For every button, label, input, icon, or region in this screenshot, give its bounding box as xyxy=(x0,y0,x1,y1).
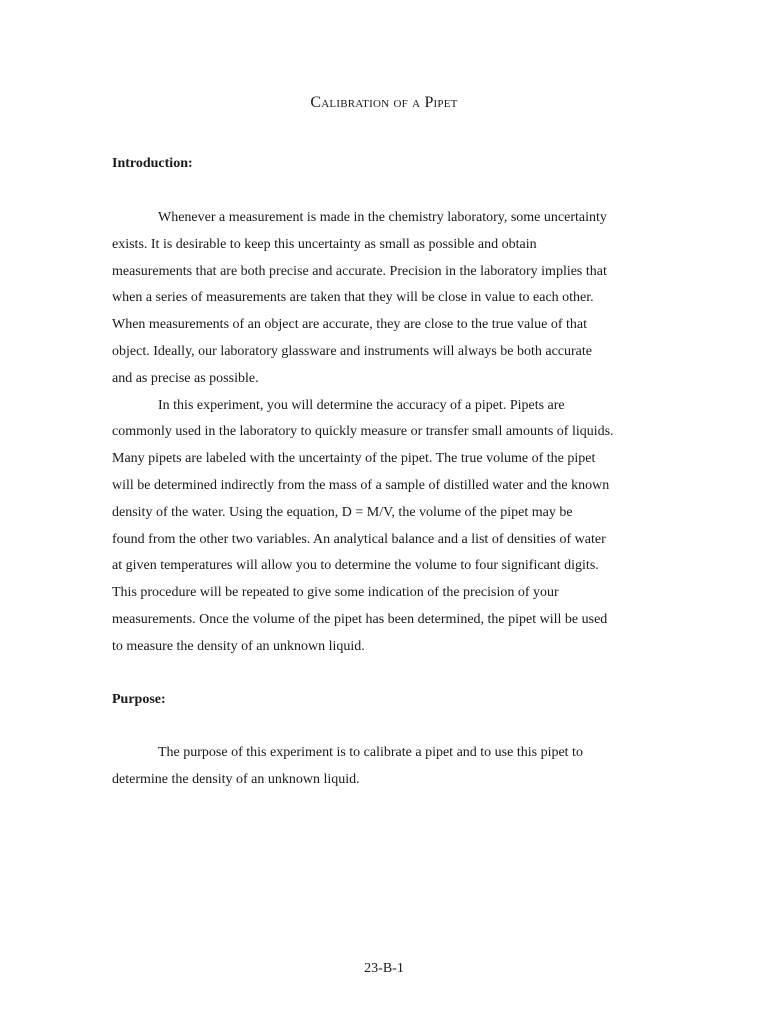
intro-line-6: object. Ideally, our laboratory glassware and instruments will always be both accurate xyxy=(112,343,592,359)
intro-line-7: and as precise as possible. xyxy=(112,370,259,386)
intro-line-8: In this experiment, you will determine the accuracy of a pipet. Pipets are xyxy=(158,397,565,413)
intro-line-16: measurements. Once the volume of the pipet has been determined, the pipet will be used xyxy=(112,611,608,627)
introduction-body xyxy=(112,205,657,661)
intro-line-11: will be determined indirectly from the mass of a sample of distilled water and the known xyxy=(112,477,610,493)
purpose-heading: Purpose: xyxy=(112,692,166,707)
introduction-heading: Introduction: xyxy=(112,156,193,171)
intro-line-14: at given temperatures will allow you to determine the volume to four significant digits. xyxy=(112,558,599,574)
page-number: 23-B-1 xyxy=(364,961,404,976)
purpose-line-1: The purpose of this experiment is to calibrate a pipet and to use this pipet to xyxy=(158,745,583,760)
intro-line-15: This procedure will be repeated to give some indication of the precision of your xyxy=(112,585,559,601)
intro-line-13: found from the other two variables. An analytical balance and a list of densities of water xyxy=(112,531,606,547)
intro-line-17: to measure the density of an unknown liquid. xyxy=(112,638,365,654)
intro-line-12: density of the water. Using the equation, D = M/V, the volume of the pipet may be xyxy=(112,504,573,520)
intro-line-4: when a series of measurements are taken that they will be close in value to each other. xyxy=(112,290,594,306)
intro-line-9: commonly used in the laboratory to quickly measure or transfer small amounts of liquids. xyxy=(112,424,614,440)
intro-line-1: Whenever a measurement is made in the chemistry laboratory, some uncertainty xyxy=(158,210,607,225)
intro-line-10: Many pipets are labeled with the uncertainty of the pipet. The true volume of the pipet xyxy=(112,451,596,467)
intro-line-5: When measurements of an object are accurate, they are close to the true value of that xyxy=(112,317,587,333)
document-title: Calibration of a Pipet xyxy=(310,94,458,111)
purpose-line-2: determine the density of an unknown liquid. xyxy=(112,771,360,787)
intro-line-3: measurements that are both precise and accurate. Precision in the laboratory implies that xyxy=(112,263,607,279)
purpose-body xyxy=(112,740,657,794)
intro-line-2: exists. It is desirable to keep this uncertainty as small as possible and obtain xyxy=(112,236,537,252)
